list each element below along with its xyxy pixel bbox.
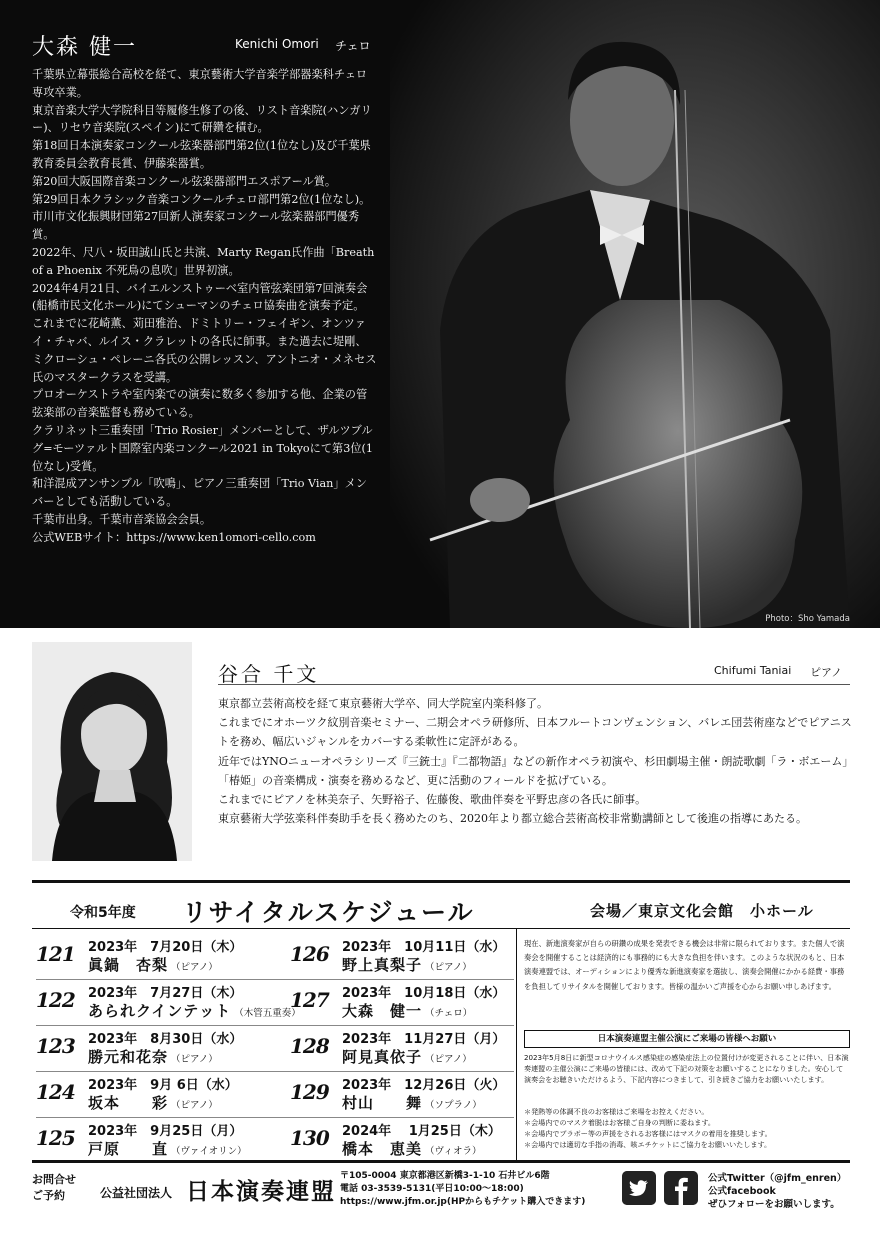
performer-instrument: （ピアノ） [171, 962, 218, 973]
performer-name: 坂本 彩 [88, 1094, 169, 1112]
concert-item [36, 1072, 266, 1118]
concert-performer [342, 1000, 472, 1021]
concert-item [290, 1072, 520, 1118]
performer-instrument: （ヴィオラ） [425, 1146, 482, 1157]
notice-title: 日本演奏連盟主催公演にご来場の皆様へお願い [524, 1030, 850, 1048]
schedule-venue: 会場／東京文化会館 小ホール [590, 902, 814, 920]
bio-paragraph: 2024年4月21日、バイエルンストゥーベ室内管弦楽団第7回演奏会(船橋市民文化ホール)にてシューマンのチェロ協奏曲を演奏予定。 [32, 281, 368, 313]
concert-performer [342, 1046, 472, 1067]
facebook-icon[interactable] [664, 1171, 698, 1205]
performer-instrument: （ピアノ） [425, 962, 472, 973]
bio-paragraph: 第29回日本クラシック音楽コンクールチェロ部門第2位(1位なし)。 [32, 192, 371, 206]
concert-item [290, 1026, 520, 1072]
pianist-name: 谷合 千文 [218, 662, 320, 686]
concert-number: 130 [290, 1126, 329, 1150]
phone: 電話 03-3539-5131(平日10:00～18:00) [340, 1184, 524, 1194]
performer-name: 戸原 直 [88, 1140, 169, 1158]
address: 〒105-0004 東京都港区新橋3-1-10 石井ビル6階 [340, 1171, 550, 1181]
performer-name: 野上真梨子 [342, 956, 423, 974]
bio-paragraph: これまでにピアノを林美奈子、矢野裕子、佐藤俊、歌曲伴奏を平野忠彦の各氏に師事。 [218, 793, 647, 807]
performer-name: 村山 舞 [342, 1094, 423, 1112]
concert-date: 2023年 9月25日（月） [88, 1124, 243, 1139]
facebook-label[interactable]: 公式facebook [708, 1186, 776, 1197]
performer-name: あられクインテット [88, 1002, 232, 1020]
cellist-website-link[interactable]: 公式WEBサイト：https://www.ken1omori-cello.com [32, 530, 316, 544]
concert-date: 2023年 7月20日（木） [88, 940, 243, 955]
notice-text: 2023年5月8日に新型コロナウイルス感染症の感染症法上の位置付けが変更されることに伴い、日本演奏連盟の主催公演にご来場の皆様には、改めて下記の対策をお願いすることになりました。安心して演奏会をお聴きいただけるよう、下記内容につきまして、引き続きご協力をお願いいたします。 [524, 1053, 849, 1084]
concert-performer [342, 1138, 481, 1159]
performer-instrument: （チェロ） [425, 1008, 473, 1019]
performer-instrument: （ピアノ） [171, 1054, 218, 1065]
bio-paragraph: クラリネット三重奏団「Trio Rosier」メンバーとして、ザルツブルグ=モーツァルト国際室内楽コンクール2021 in Tokyoにて第3位(1位なし)受賞。 [32, 423, 373, 473]
concert-item [36, 1118, 266, 1164]
contact-label-inquiry: お問合せ [32, 1173, 76, 1186]
concert-number: 123 [36, 1034, 75, 1058]
pianist-divider [218, 684, 850, 685]
pianist-bio [218, 694, 858, 828]
concert-number: 121 [36, 942, 75, 966]
schedule-bottom-rule [32, 1160, 850, 1163]
bio-paragraph: 和洋混成アンサンブル「吹鳴」、ピアノ三重奏団「Trio Vian」メンバーとしても活動している。 [32, 477, 367, 509]
schedule-era: 令和5年度 [70, 905, 136, 921]
concert-item [36, 934, 266, 980]
concert-number: 122 [36, 988, 75, 1012]
bio-paragraph: 2022年、尺八・坂田誠山氏と共演、Marty Regan氏作曲「Breath of a Phoenix 不死鳥の息吹」世界初演。 [32, 245, 375, 277]
concert-performer [88, 1000, 301, 1021]
concert-performer [342, 1092, 482, 1113]
sns-info [708, 1172, 846, 1211]
twitter-icon[interactable] [622, 1171, 656, 1205]
performer-instrument: （ピアノ） [171, 1100, 218, 1111]
concert-date: 2023年 12月26日（火） [342, 1078, 506, 1093]
bio-paragraph: これまでに花崎薫、苅田雅治、ドミトリー・フェイギン、オンツァイ・チャバ、ルイス・クラレットの各氏に師事。また過去に堤剛、ミクローシュ・ペレーニ各氏の公開レッスン、アントニオ・メネセス氏のマスタークラスを受講。 [32, 317, 377, 384]
performer-instrument: （ピアノ） [425, 1054, 472, 1065]
concert-date: 2023年 8月30日（水） [88, 1032, 243, 1047]
performer-instrument: （木管五重奏） [234, 1008, 301, 1019]
bio-paragraph: 第18回日本演奏家コンクール弦楽器部門第2位(1位なし)及び千葉県教育委員会教育長賞、伊藤楽器賞。 [32, 139, 371, 170]
org-name: 日本演奏連盟 [186, 1179, 336, 1205]
twitter-handle[interactable]: 公式Twitter（@jfm_enren） [708, 1173, 847, 1184]
concert-number: 127 [290, 988, 329, 1012]
notice-item: ＊発熱等の体調不良のお客様はご来場をお控えください。 [524, 1107, 709, 1116]
bio-paragraph: プロオーケストラや室内楽での演奏に数多く参加する他、企業の管弦楽部の音楽監督も務めている。 [32, 388, 368, 420]
concert-number: 128 [290, 1034, 329, 1058]
bio-paragraph: 市川市文化振興財団第27回新人演奏家コンクール弦楽器部門優秀賞。 [32, 210, 360, 242]
concert-item [36, 980, 301, 1026]
bio-paragraph: 東京藝術大学弦楽科伴奏助手を長く務めたのち、2020年より都立総合芸術高校非常勤講師として後進の指導にあたる。 [218, 812, 807, 826]
concert-date: 2024年 1月25日（木） [342, 1124, 501, 1139]
notice-list [524, 1106, 850, 1150]
concert-number: 125 [36, 1126, 75, 1150]
program-description: 現在、新進演奏家が自らの研鑽の成果を発表できる機会は非常に限られております。また個人で演奏会を開催することは経済的にも事務的にも大きな負担を伴います。このような状況のもと、日本演奏連盟では、オーディションにより優秀な新進演奏家を選抜し、演奏会開催にかかる経費・事務を負担してリサイタルを開催しております。皆様の温かいご声援を心からお願い申しあげます。 [524, 939, 845, 991]
website-link[interactable]: https://www.jfm.or.jp(HPからもチケット購入できます) [340, 1197, 586, 1207]
bio-paragraph: 東京都立芸術高校を経て東京藝術大学卒、同大学院室内楽科修了。 [218, 697, 548, 710]
cellist-name: 大森 健一 [32, 35, 137, 60]
notice-item: ＊会場内でのマスク着脱はお客様ご自身の判断に委ねます。 [524, 1118, 715, 1127]
concert-performer [88, 1138, 247, 1159]
concert-date: 2023年 7月27日（木） [88, 986, 243, 1001]
cellist-photo [390, 0, 880, 628]
concert-item [290, 934, 520, 980]
pianist-photo [32, 642, 192, 861]
bio-paragraph: これまでにオホーツク紋別音楽セミナー、二期会オペラ研修所、日本フルートコンヴェンション、バレエ団芸術座などでピアニストを務め、幅広いジャンルをカバーする柔軟性に定評がある。 [218, 716, 852, 749]
concert-performer [88, 1046, 218, 1067]
bio-paragraph: 第20回大阪国際音楽コンクール弦楽器部門エスポアール賞。 [32, 174, 337, 188]
concert-item [290, 1118, 520, 1164]
performer-instrument: （ヴァイオリン） [171, 1146, 247, 1157]
bio-paragraph: 千葉市出身。千葉市音楽協会会員。 [32, 512, 212, 526]
photo-credit: Photo：Sho Yamada [765, 614, 850, 624]
cellist-name-en: Kenichi Omori [235, 37, 319, 51]
concert-date: 2023年 11月27日（月） [342, 1032, 506, 1047]
contact-label [32, 1172, 76, 1204]
concert-date: 2023年 10月11日（水） [342, 940, 506, 955]
concert-performer [88, 954, 218, 975]
concert-date: 2023年 9月 6日（水） [88, 1078, 238, 1093]
schedule-title: リサイタルスケジュール [182, 898, 475, 927]
contact-details [340, 1170, 585, 1209]
performer-name: 大森 健一 [342, 1002, 423, 1020]
follow-request: ぜひフォローをお願いします。 [708, 1199, 840, 1210]
concert-number: 129 [290, 1080, 329, 1104]
bio-paragraph: 千葉県立幕張総合高校を経て、東京藝術大学音楽学部器楽科チェロ専攻卒業。 [32, 68, 368, 99]
performer-name: 勝元和花奈 [88, 1048, 169, 1066]
performer-instrument: （ソプラノ） [425, 1100, 482, 1111]
concert-date: 2023年 10月18日（水） [342, 986, 506, 1001]
concert-performer [88, 1092, 218, 1113]
concert-performer [342, 954, 472, 975]
pianist-name-en: Chifumi Taniai [714, 664, 792, 677]
performer-name: 阿見真依子 [342, 1048, 423, 1066]
cellist-instrument: チェロ [335, 39, 371, 53]
schedule-header-rule [32, 928, 850, 929]
contact-label-booking: ご予約 [32, 1189, 65, 1202]
performer-name: 眞鍋 杏梨 [88, 956, 169, 974]
cellist-bio [32, 66, 377, 547]
concert-number: 124 [36, 1080, 75, 1104]
schedule-top-rule [32, 880, 850, 883]
performer-name: 橋本 恵美 [342, 1140, 423, 1158]
notice-item: ＊会場内では適切な手指の消毒、咳エチケットにご協力をお願いいたします。 [524, 1140, 772, 1149]
pianist-instrument: ピアノ [810, 666, 843, 679]
notice-item: ＊会場内でブラボー等の声援をされるお客様にはマスクの着用を推奨します。 [524, 1129, 772, 1138]
concert-number: 126 [290, 942, 329, 966]
bio-paragraph: 近年ではYNOニューオペラシリーズ『三銃士』『二都物語』などの新作オペラ初演や、杉田劇場主催・朗読歌劇「ラ・ボエーム」「椿姫」の音楽構成・演奏を務めるなど、更に活動のフィールドを拡げている。 [218, 754, 854, 787]
concert-item [290, 980, 520, 1026]
concert-item [36, 1026, 266, 1072]
org-type: 公益社団法人 [100, 1186, 173, 1200]
bio-paragraph: 東京音楽大学大学院科目等履修生修了の後、リスト音楽院(ハンガリー)、リセウ音楽院(スペイン)にて研鑽を積む。 [32, 103, 372, 135]
